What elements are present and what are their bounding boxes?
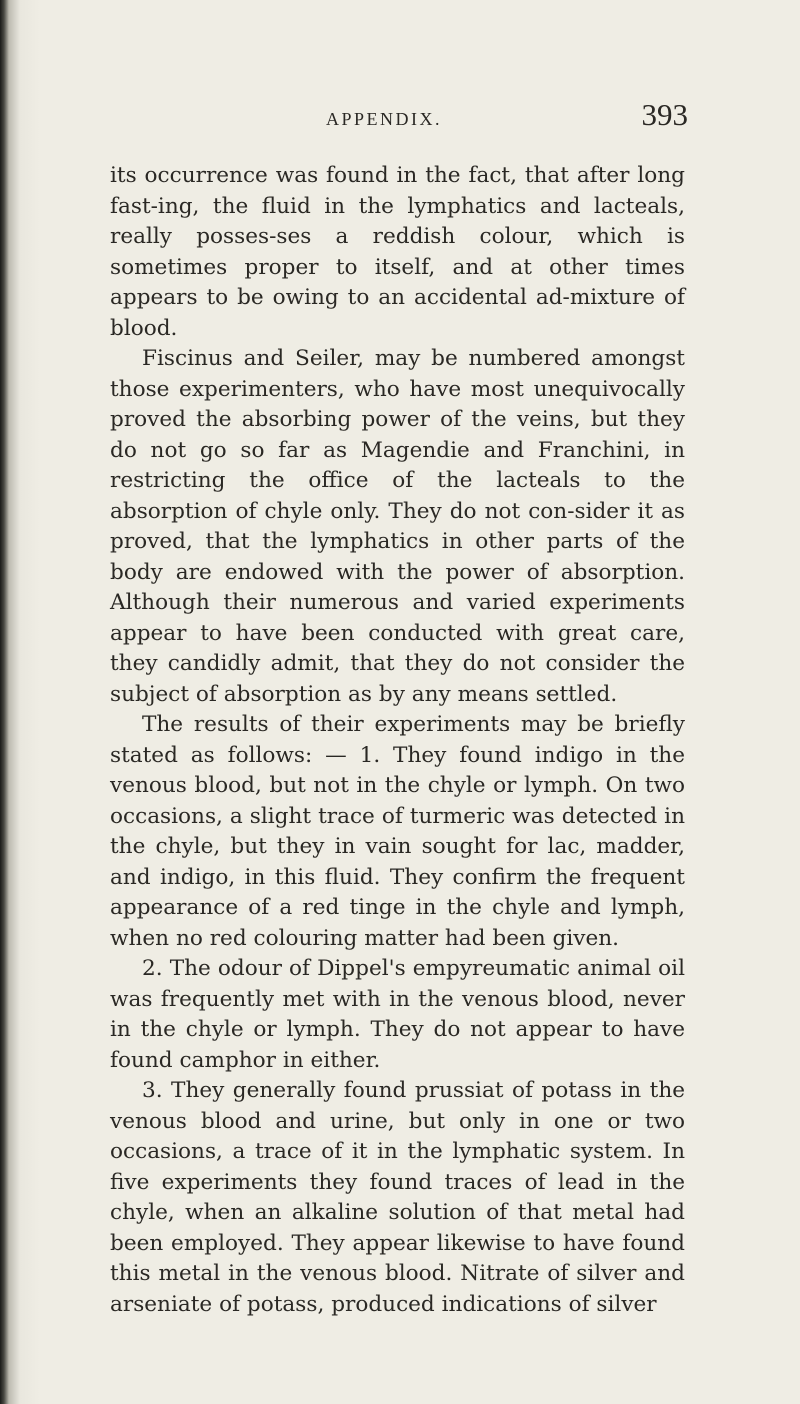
running-head: APPENDIX. xyxy=(326,109,443,129)
body-text xyxy=(110,161,685,1320)
paragraph: The results of their experiments may be briefly stated as follows: — 1. They found indigo in the venous blood, but not in the chyle or lymph. On two occasions, a slight trace of turmeric was detected in the chyle, but they in vain sought for lac, madder, and indigo, in this fluid. They confirm the frequent appearance of a red tinge in the chyle and lymph, when no red colouring matter had been given. xyxy=(110,712,685,951)
paragraph: its occurrence was found in the fact, that after long fast-ing, the fluid in the lymphatics and lacteals, really posses-ses a reddish colour, which is sometimes proper to itself, and at other times appears to be owing to an accidental ad-mixture of blood. xyxy=(110,163,685,341)
paragraph: 3. They generally found prussiat of potass in the venous blood and urine, but only in one or two occasions, a trace of it in the lymphatic system. In five experiments they found traces of lead in the chyle, when an alkaline solution of that metal had been employed. They appear likewise to have found this metal in the venous blood. Nitrate of silver and arseniate of potass, produced indications of silver xyxy=(110,1078,685,1317)
paragraph: Fiscinus and Seiler, may be numbered amongst those experimenters, who have most unequivocally proved the absorbing power of the veins, but they do not go so far as Magendie and Franchini, in restricting the office of the lacteals to the absorption of chyle only. They do not con-sider it as proved, that the lymphatics in other parts of the body are endowed with the power of absorption. Although their numerous and varied experiments appear to have been conducted with great care, they candidly admit, that they do not consider the subject of absorption as by any means settled. xyxy=(110,346,685,707)
page-header xyxy=(228,97,688,141)
paragraph: 2. The odour of Dippel's empyreumatic animal oil was frequently met with in the venous blood, never in the chyle or lymph. They do not appear to have found camphor in either. xyxy=(110,956,685,1073)
page-number: 393 xyxy=(641,97,688,132)
